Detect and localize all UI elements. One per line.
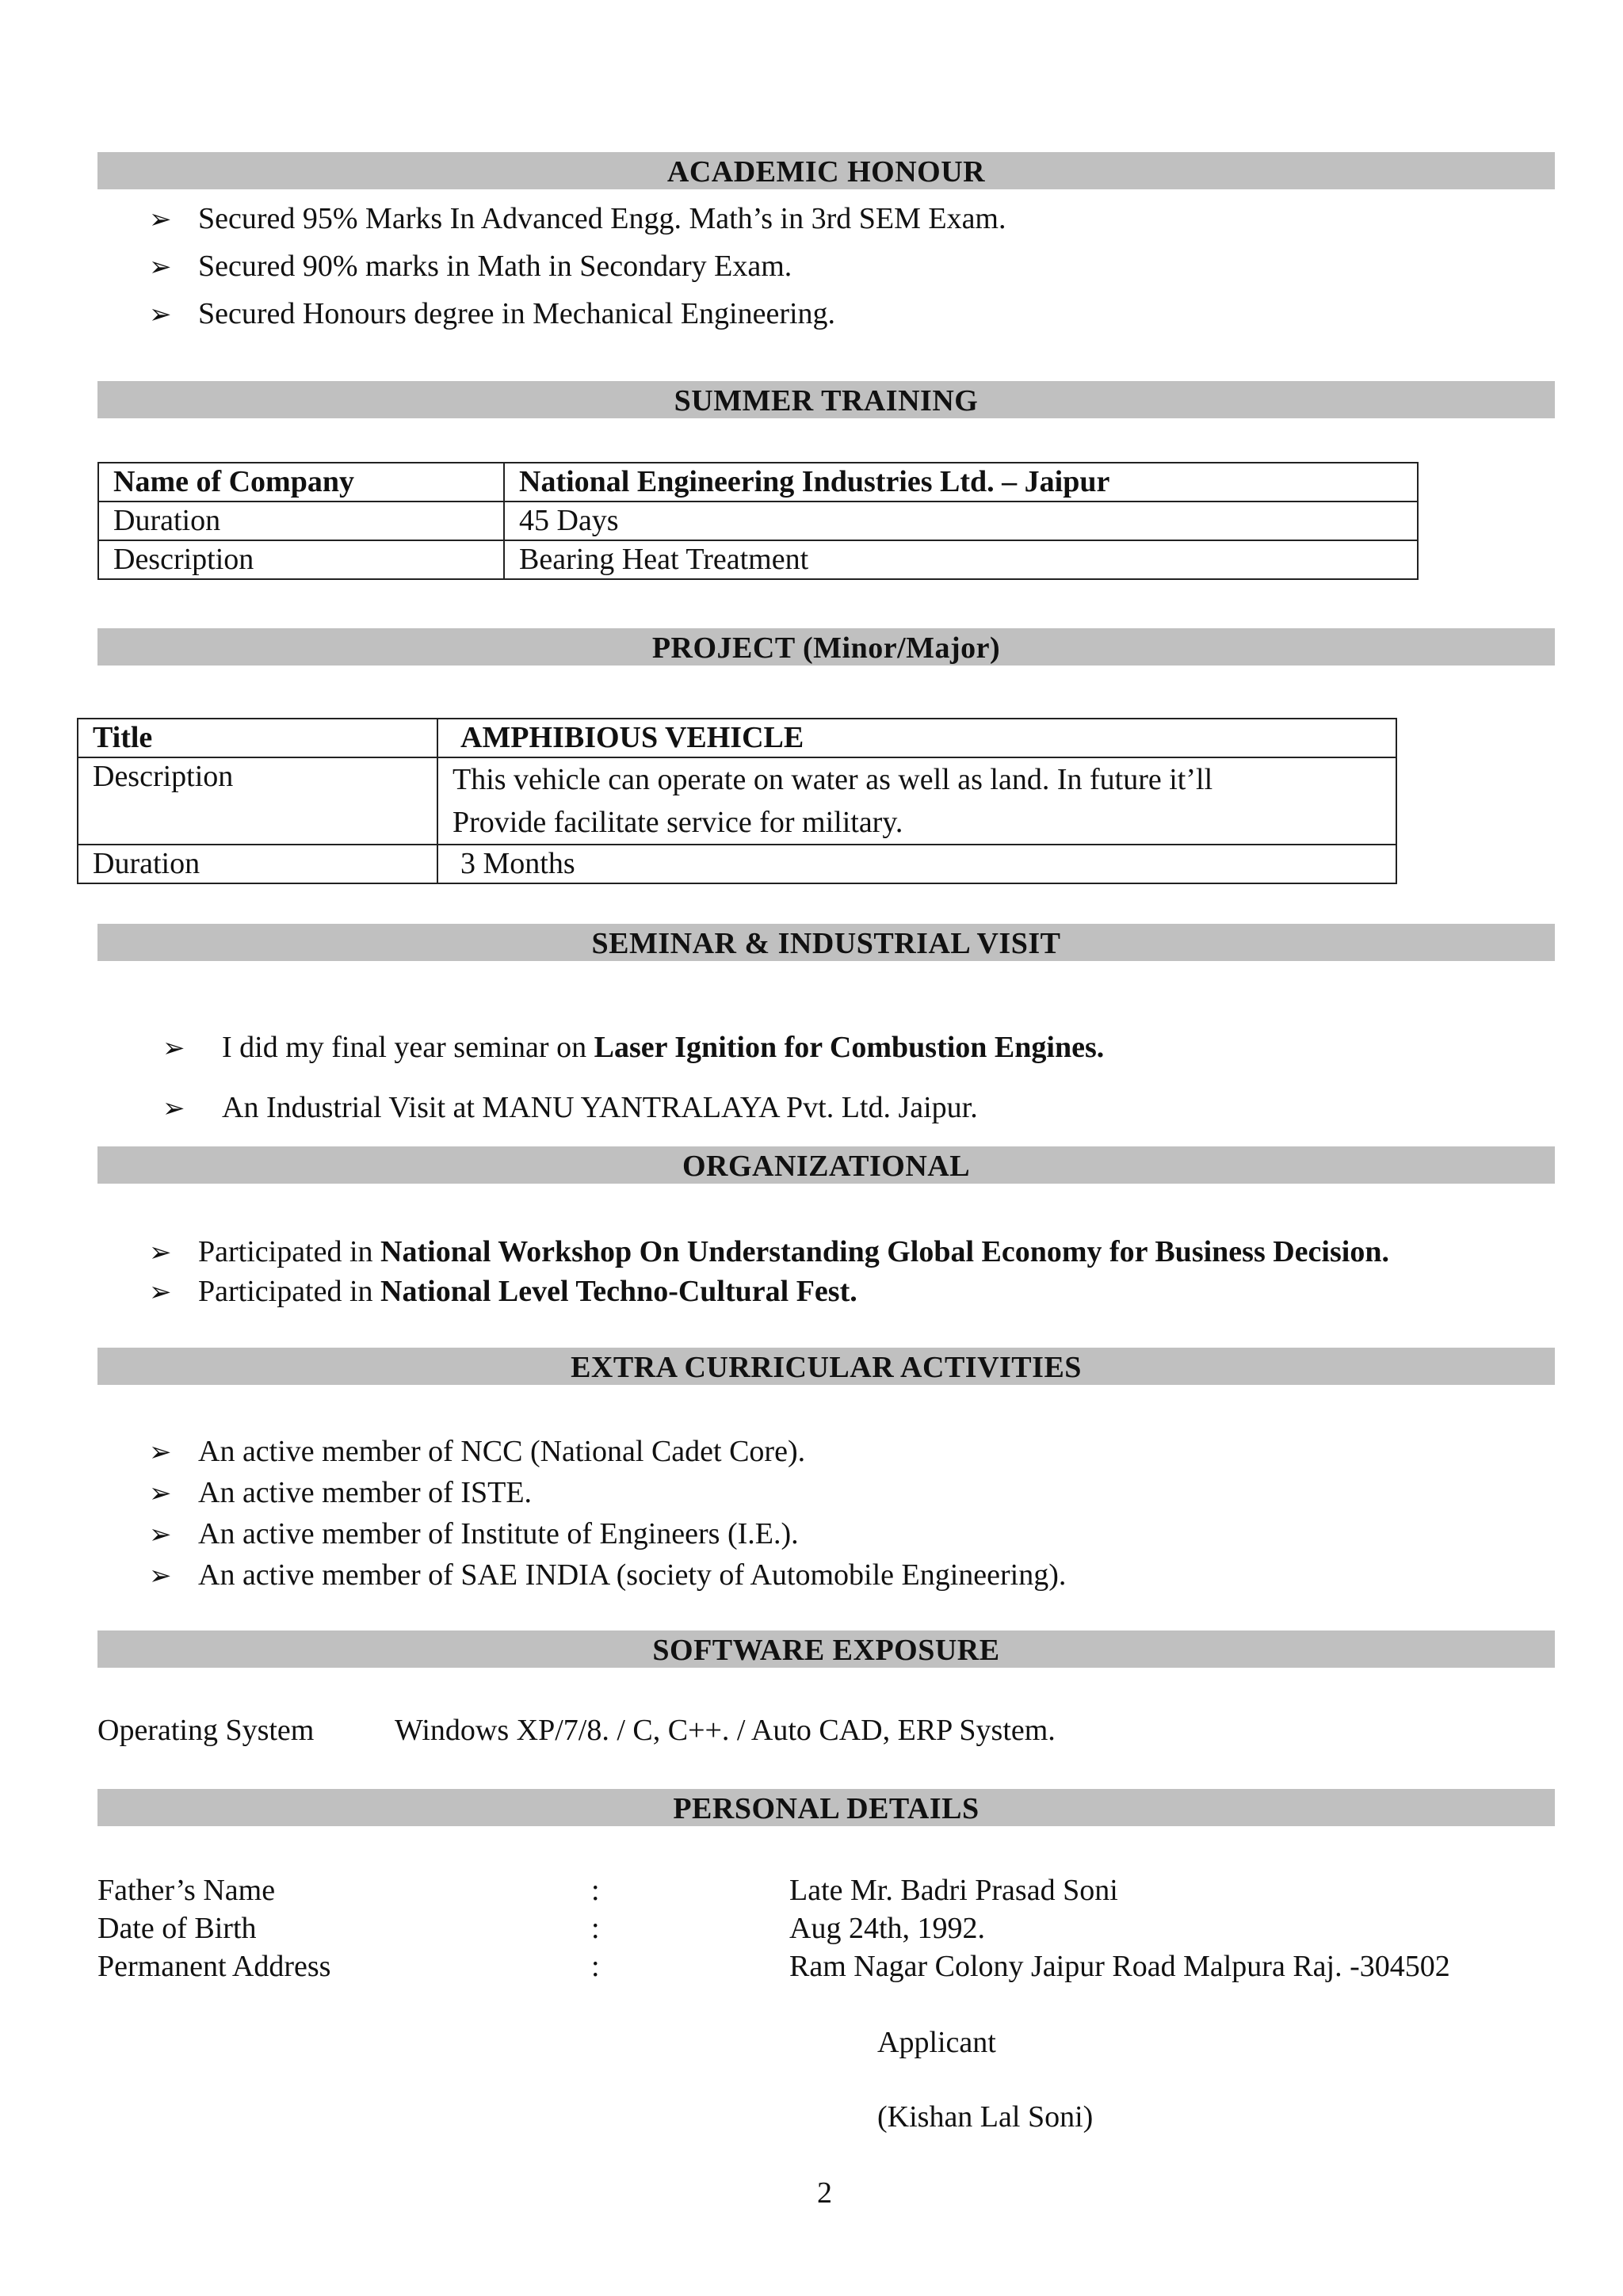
personal-label-address: Permanent Address xyxy=(97,1950,331,1983)
bullet-arrow-icon: ➢ xyxy=(149,253,172,282)
applicant-label: Applicant xyxy=(877,2026,996,2059)
table-cell-label: Duration xyxy=(98,502,504,540)
personal-value-father: Late Mr. Badri Prasad Soni xyxy=(789,1874,1118,1907)
section-heading-project: PROJECT (Minor/Major) xyxy=(97,628,1555,666)
bullet-arrow-icon: ➢ xyxy=(149,1278,172,1307)
personal-separator: : xyxy=(591,1912,600,1945)
list-item: ➢ An active member of SAE INDIA (society of Automobile Engineering). xyxy=(149,1556,1066,1596)
section-heading-organizational: ORGANIZATIONAL xyxy=(97,1146,1555,1184)
list-item: ➢ I did my final year seminar on Laser Ignition for Combustion Engines. xyxy=(162,1028,1104,1068)
table-cell-value: This vehicle can operate on water as well as land. In future it’ll Provide facilitate service for military. xyxy=(437,757,1396,845)
list-item: ➢ Participated in National Workshop On Understanding Global Economy for Business Decision. xyxy=(149,1233,1389,1272)
table-cell-label: Duration xyxy=(78,845,437,883)
table-row xyxy=(98,502,1418,540)
list-item: ➢ An active member of Institute of Engineers (I.E.). xyxy=(149,1515,799,1554)
bullet-arrow-icon: ➢ xyxy=(162,1094,185,1123)
table-cell-label: Title xyxy=(78,719,437,757)
table-cell-value: Bearing Heat Treatment xyxy=(504,540,1418,579)
personal-value-address: Ram Nagar Colony Jaipur Road Malpura Raj. -304502 xyxy=(789,1950,1450,1983)
table-row xyxy=(98,463,1418,502)
personal-value-dob: Aug 24th, 1992. xyxy=(789,1912,985,1945)
bullet-arrow-icon: ➢ xyxy=(149,205,172,235)
table-row xyxy=(78,845,1396,883)
table-cell-value: 3 Months xyxy=(437,845,1396,883)
bullet-arrow-icon: ➢ xyxy=(149,1562,172,1591)
section-heading-software: SOFTWARE EXPOSURE xyxy=(97,1630,1555,1668)
section-heading-academic-honour: ACADEMIC HONOUR xyxy=(97,152,1555,189)
bullet-arrow-icon: ➢ xyxy=(149,1238,172,1268)
list-item: ➢ Secured 90% marks in Math in Secondary Exam. xyxy=(149,247,792,287)
table-cell-label: Name of Company xyxy=(98,463,504,502)
table-cell-label: Description xyxy=(78,757,437,845)
table-row xyxy=(98,540,1418,579)
table-cell-value: 45 Days xyxy=(504,502,1418,540)
personal-label-dob: Date of Birth xyxy=(97,1912,257,1945)
bullet-arrow-icon: ➢ xyxy=(149,1479,172,1508)
project-table xyxy=(77,718,1397,884)
list-item: ➢ Secured Honours degree in Mechanical Engineering. xyxy=(149,295,835,334)
personal-separator: : xyxy=(591,1950,600,1983)
list-item: ➢ An active member of ISTE. xyxy=(149,1474,532,1513)
bullet-arrow-icon: ➢ xyxy=(162,1034,185,1063)
section-heading-extra-curricular: EXTRA CURRICULAR ACTIVITIES xyxy=(97,1348,1555,1385)
software-value: Windows XP/7/8. / C, C++. / Auto CAD, ERP System. xyxy=(395,1714,1056,1747)
summer-training-table xyxy=(97,462,1419,580)
section-heading-summer-training: SUMMER TRAINING xyxy=(97,381,1555,418)
section-heading-seminar: SEMINAR & INDUSTRIAL VISIT xyxy=(97,924,1555,961)
table-cell-value: National Engineering Industries Ltd. – Jaipur xyxy=(504,463,1418,502)
table-row xyxy=(78,757,1396,845)
bullet-arrow-icon: ➢ xyxy=(149,300,172,330)
list-item: ➢ An active member of NCC (National Cadet Core). xyxy=(149,1432,805,1472)
page-number: 2 xyxy=(817,2176,832,2210)
personal-separator: : xyxy=(591,1874,600,1907)
table-row xyxy=(78,719,1396,757)
section-heading-personal: PERSONAL DETAILS xyxy=(97,1789,1555,1826)
list-item: ➢ Secured 95% Marks In Advanced Engg. Math’s in 3rd SEM Exam. xyxy=(149,200,1006,239)
bullet-arrow-icon: ➢ xyxy=(149,1520,172,1550)
list-item: ➢ An Industrial Visit at MANU YANTRALAYA Pvt. Ltd. Jaipur. xyxy=(162,1089,978,1128)
applicant-name: (Kishan Lal Soni) xyxy=(877,2100,1094,2134)
list-item: ➢ Participated in National Level Techno-Cultural Fest. xyxy=(149,1272,857,1312)
table-cell-value: AMPHIBIOUS VEHICLE xyxy=(437,719,1396,757)
personal-label-father: Father’s Name xyxy=(97,1874,276,1907)
bullet-arrow-icon: ➢ xyxy=(149,1438,172,1467)
table-cell-label: Description xyxy=(98,540,504,579)
software-label: Operating System xyxy=(97,1714,315,1747)
